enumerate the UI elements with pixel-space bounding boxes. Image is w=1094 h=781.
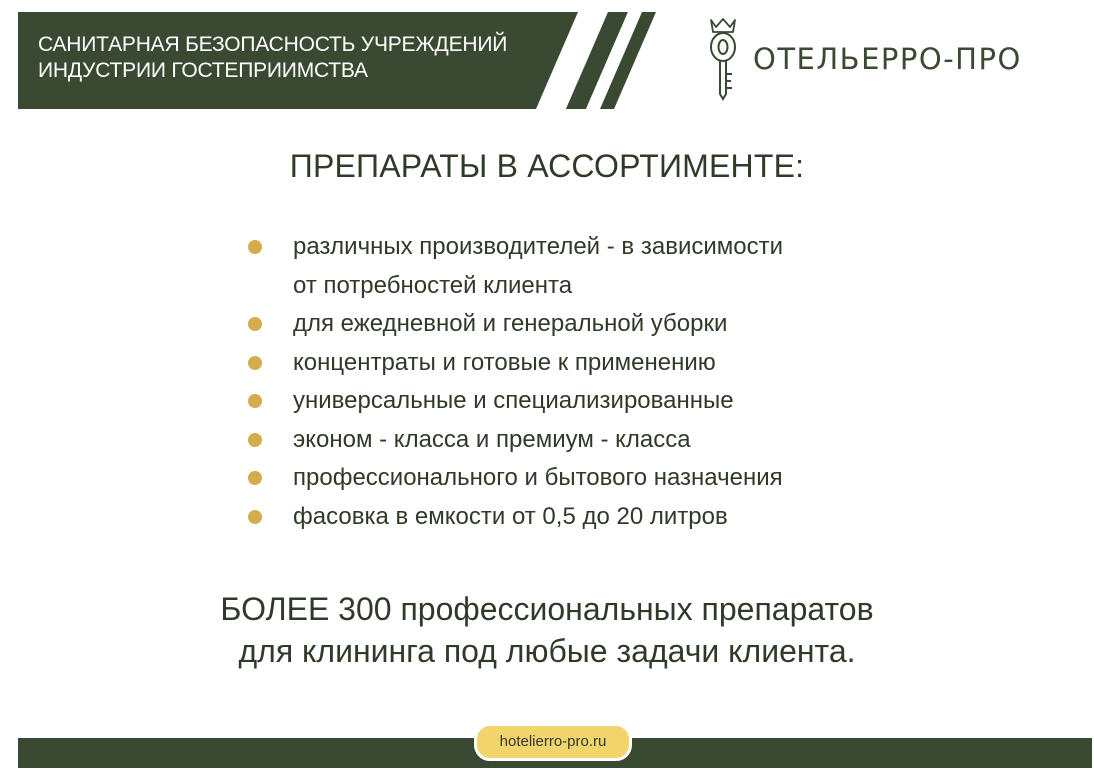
brand-logo xyxy=(703,16,1063,106)
header-title xyxy=(38,32,558,84)
bullet-dot-icon xyxy=(248,394,262,408)
list-item-text: для ежедневной и генеральной уборки xyxy=(293,310,728,337)
bullet-dot-icon xyxy=(248,356,262,370)
summary-line-1: БОЛЕЕ 300 профессиональных препаратов xyxy=(220,591,874,627)
list-item xyxy=(245,305,783,344)
list-item-text: универсальные и специализированные xyxy=(293,387,734,414)
website-link[interactable]: hotelierro-pro.ru xyxy=(474,723,632,761)
bullet-dot-icon xyxy=(248,240,262,254)
list-item-text: концентраты и готовые к применению xyxy=(293,348,716,376)
summary-text xyxy=(0,588,1094,672)
list-item-text-continuation: от потребностей клиента xyxy=(293,271,573,299)
header-title-line-1: САНИТАРНАЯ БЕЗОПАСНОСТЬ УЧРЕЖДЕНИЙ xyxy=(38,33,508,56)
bullet-dot-icon xyxy=(248,510,262,524)
bullet-list xyxy=(245,228,783,536)
list-item-text: профессионального и бытового назначения xyxy=(293,464,783,491)
list-item-text: различных производителей - в зависимости xyxy=(293,233,783,260)
logo-text: ОТЕЛЬЕРРО-ПРО xyxy=(753,42,1022,76)
list-item xyxy=(245,498,783,537)
bullet-dot-icon xyxy=(248,317,262,331)
list-item xyxy=(245,382,783,421)
list-item xyxy=(245,459,783,498)
header-title-line-2: ИНДУСТРИИ ГОСТЕПРИИМСТВА xyxy=(38,59,368,82)
list-item xyxy=(245,421,783,460)
list-item xyxy=(245,344,783,383)
crowned-key-icon xyxy=(703,16,743,102)
bullet-dot-icon xyxy=(248,433,262,447)
list-item xyxy=(245,228,783,305)
summary-line-2: для клининга под любые задачи клиента. xyxy=(238,633,856,669)
list-item-text: эконом - класса и премиум - класса xyxy=(293,425,691,453)
main-heading: ПРЕПАРАТЫ В АССОРТИМЕНТЕ: xyxy=(289,148,805,184)
bullet-dot-icon xyxy=(248,471,262,485)
list-item-text: фасовка в емкости от 0,5 до 20 литров xyxy=(293,502,728,530)
